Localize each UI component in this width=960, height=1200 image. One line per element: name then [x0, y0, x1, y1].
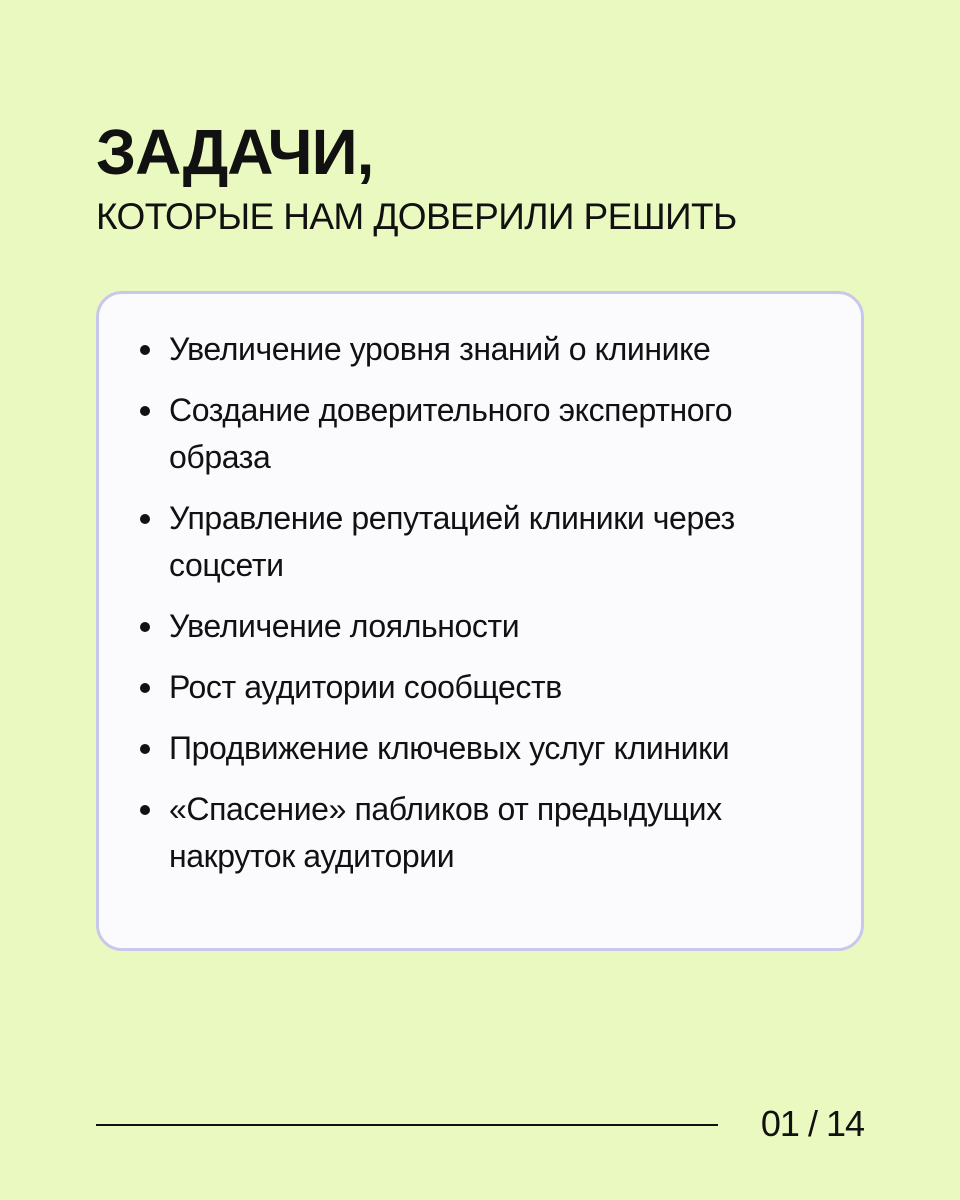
bullet-icon	[140, 683, 150, 693]
page-title: ЗАДАЧИ,	[96, 116, 374, 188]
footer-divider	[96, 1124, 718, 1126]
task-text: Увеличение лояльности	[169, 608, 520, 644]
bullet-icon	[140, 805, 150, 815]
task-text: Увеличение уровня знаний о клинике	[169, 331, 711, 367]
bullet-icon	[140, 345, 150, 355]
list-item	[135, 664, 835, 711]
task-text: «Спасение» пабликов от предыдущих накруток аудитории	[169, 791, 722, 874]
list-item	[135, 603, 835, 650]
bullet-icon	[140, 744, 150, 754]
bullet-icon	[140, 622, 150, 632]
task-text: Создание доверительного экспертного образа	[169, 392, 733, 475]
list-item	[135, 495, 835, 589]
list-item	[135, 786, 835, 880]
task-text: Продвижение ключевых услуг клиники	[169, 730, 730, 766]
list-item	[135, 387, 835, 481]
list-item	[135, 725, 835, 772]
task-list	[135, 326, 835, 894]
page-subtitle: КОТОРЫЕ НАМ ДОВЕРИЛИ РЕШИТЬ	[96, 196, 737, 237]
task-text: Рост аудитории сообществ	[169, 669, 562, 705]
tasks-card	[96, 291, 864, 951]
page-indicator: 01 / 14	[760, 1103, 864, 1144]
bullet-icon	[140, 406, 150, 416]
task-text: Управление репутацией клиники через соцсети	[169, 500, 735, 583]
list-item	[135, 326, 835, 373]
bullet-icon	[140, 514, 150, 524]
